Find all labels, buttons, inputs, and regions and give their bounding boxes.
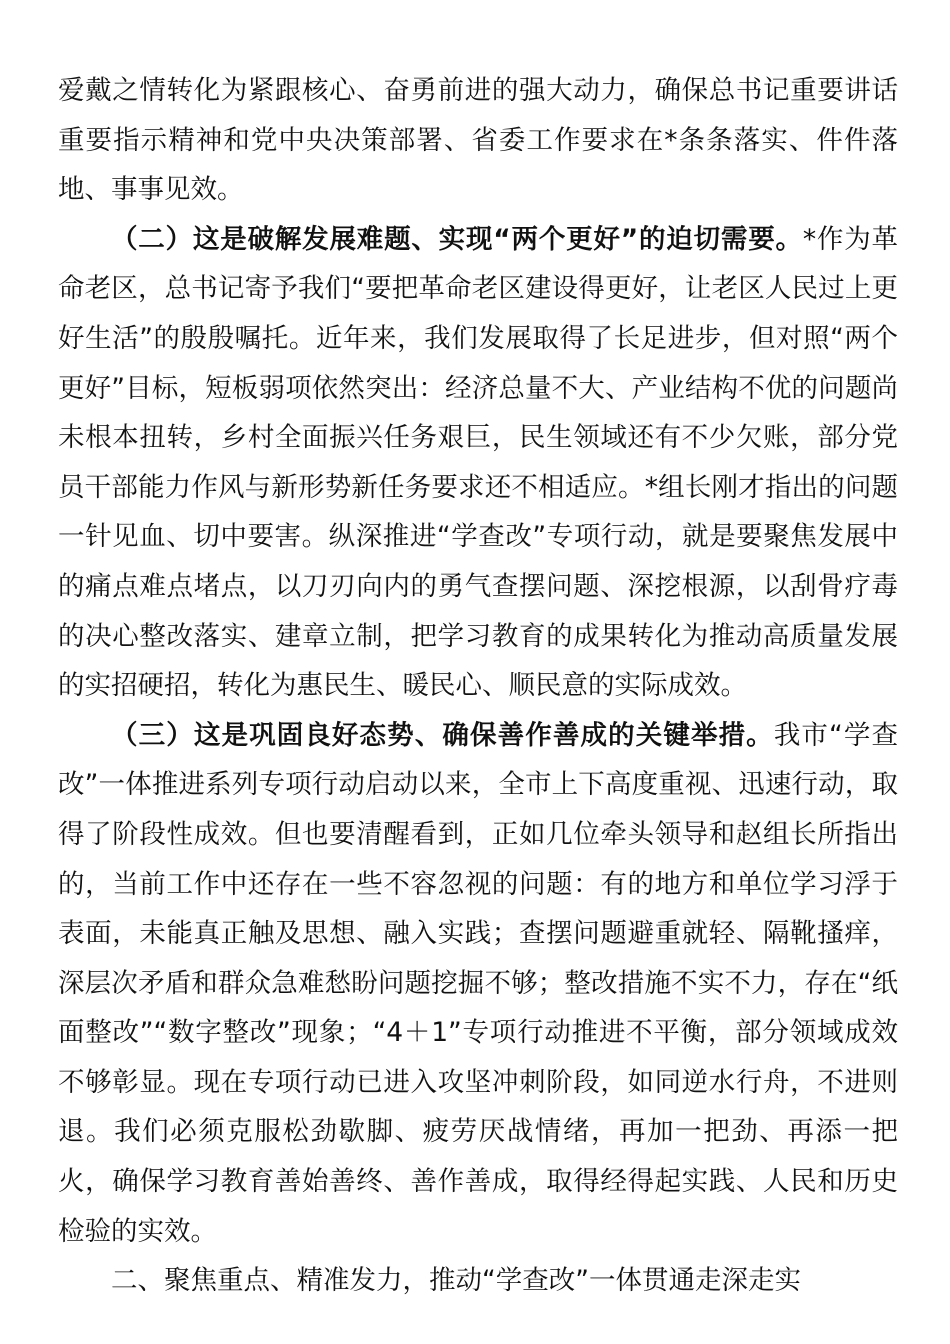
paragraph-text: 爱戴之情转化为紧跟核心、奋勇前进的强大动力，确保总书记重要讲话重要指示精神和党中央决策部署、省委工作要求在*条条落实、件件落地、事事见效。 — [58, 75, 898, 206]
section-2-heading: （二）这是破解发展难题、实现“两个更好”的迫切需要。 — [111, 223, 803, 255]
chapter-heading-2 — [58, 1256, 898, 1306]
paragraph-continuation — [58, 66, 898, 215]
section-2-text: *作为革命老区，总书记寄予我们“要把革命老区建设得更好，让老区人民过上更好生活”的殷殷嘱托。近年来，我们发展取得了长足进步，但对照“两个更好”目标，短板弱项依然突出：经济总量不大、产业结构不优的问题尚未根本扭转，乡村全面振兴任务艰巨，民生领域还有不少欠账，部分党员干部能力作风与新形势新任务要求还不相适应。*组长刚才指出的问题一针见血、切中要害。纵深推进“学查改”专项行动，就是要聚焦发展中的痛点难点堵点，以刀刃向内的勇气查摆问题、深挖根源，以刮骨疗毒的决心整改落实、建章立制，把学习教育的成果转化为推动高质量发展的实招硬招，转化为惠民生、暖民心、顺民意的实际成效。 — [58, 223, 898, 702]
paragraph-section-3 — [58, 711, 898, 1257]
document-page — [58, 66, 898, 1306]
section-3-heading: （三）这是巩固良好态势、确保善作善成的关键举措。 — [111, 719, 774, 751]
paragraph-section-2 — [58, 215, 898, 711]
chapter-heading-text: 二、聚焦重点、精准发力，推动“学查改”一体贯通走深走实 — [111, 1265, 801, 1297]
section-3-text: 我市“学查改”一体推进系列专项行动启动以来，全市上下高度重视、迅速行动，取得了阶段性成效。但也要清醒看到，正如几位牵头领导和赵组长所指出的，当前工作中还存在一些不容忽视的问题：有的地方和单位学习浮于表面，未能真正触及思想、融入实践；查摆问题避重就轻、隔靴搔痒，深层次矛盾和群众急难愁盼问题挖掘不够；整改措施不实不力，存在“纸面整改”“数字整改”现象；“4＋1”专项行动推进不平衡，部分领域成效不够彰显。现在专项行动已进入攻坚冲刺阶段，如同逆水行舟，不进则退。我们必须克服松劲歇脚、疲劳厌战情绪，再加一把劲、再添一把火，确保学习教育善始善终、善作善成，取得经得起实践、人民和历史检验的实效。 — [58, 719, 899, 1247]
